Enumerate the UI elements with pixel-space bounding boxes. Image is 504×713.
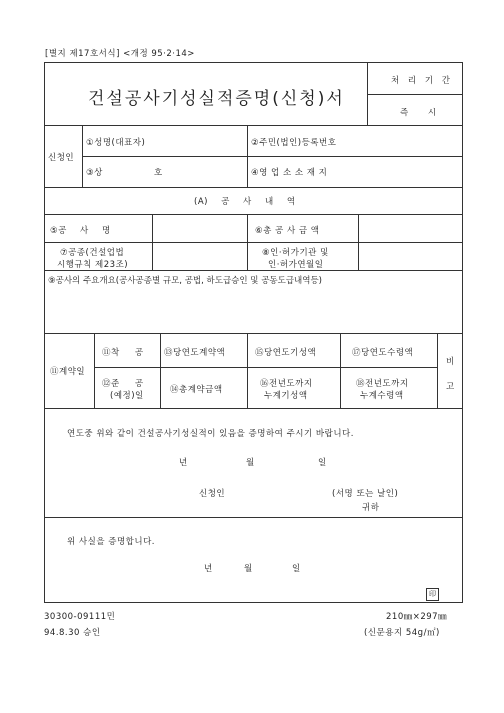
approval-date: 94.8.30 승인 [44,628,101,638]
work-name-label: ⑤공 사 명 [50,226,111,236]
year-contract-label: ⑬당연도계약액 [164,348,226,358]
prev-received-label-2: 누계수령액 [360,391,404,401]
trade-name-label: ③상 호 [86,168,163,178]
name-label: ①성명(대표자) [86,138,146,148]
seal-mark: 印 [426,588,439,601]
applicant-section-label: 신청인 [48,153,75,163]
certify-year: 년 [204,564,213,574]
remarks-label-1: 비 [446,357,455,367]
registration-number-label: ②주민(법인)등록번호 [251,138,337,148]
year-received-label: ⑰당연도수령액 [352,348,414,358]
paper-type: (신문용지 54g/㎡) [364,628,440,638]
finish-date-label-1: ⑫준 공 [102,379,144,389]
year-done-label: ⑮당연도기성액 [255,348,317,358]
request-year: 년 [179,458,188,468]
permit-label-2: 인·허가연월일 [268,260,324,270]
work-summary-label: ⑨공사의 주요개요(공사공종별 규모, 공법, 하도급승인 및 공동도급내역등) [48,276,322,286]
total-amount-label: ⑥총 공 사 금 액 [255,226,320,236]
prev-done-label-1: ⑯전년도까지 [260,379,313,389]
processing-period-value: 즉 시 [400,108,437,118]
applicant-signature-label: 신청인 [199,489,226,499]
request-month: 월 [246,458,255,468]
work-section-title: (A) 공 사 내 역 [194,197,296,207]
certify-month: 월 [244,564,253,574]
work-type-label-1: ⑦공종(건설업법 [60,248,125,258]
remarks-label-2: 고 [446,382,455,392]
work-type-label-2: 시행규칙 제23조) [57,260,129,270]
total-contract-label: ⑭총계약금액 [170,385,223,395]
finish-date-label-2: (예정)일 [110,391,144,401]
certify-text: 위 사실을 증명합니다. [67,537,156,547]
form-title: 건설공사기성실적증명(신청)서 [88,89,345,109]
form-number-label: [별지 제17호서식] <개정 95·2·14> [45,49,195,59]
permit-label-1: ⑧인·허가기관 및 [262,248,329,258]
request-day: 일 [318,458,327,468]
request-text: 연도중 위와 같이 건설공사기성실적이 있음을 증명하여 주시기 바랍니다. [67,429,354,439]
prev-done-label-2: 누계기성액 [264,391,308,401]
processing-period-label: 처 리 기 간 [391,76,453,86]
form-code: 30300-09111민 [44,612,116,622]
addressee-label: 귀하 [362,503,380,513]
start-date-label: ⑪착 공 [102,348,144,358]
paper-size: 210㎜×297㎜ [386,612,448,622]
office-location-label: ④영 업 소 소 재 지 [251,168,328,178]
certify-day: 일 [292,564,301,574]
contract-section-label: ⑪계약일 [50,367,86,377]
signature-instruction: (서명 또는 날인) [332,489,399,499]
prev-received-label-1: ⑱전년도까지 [356,379,409,389]
